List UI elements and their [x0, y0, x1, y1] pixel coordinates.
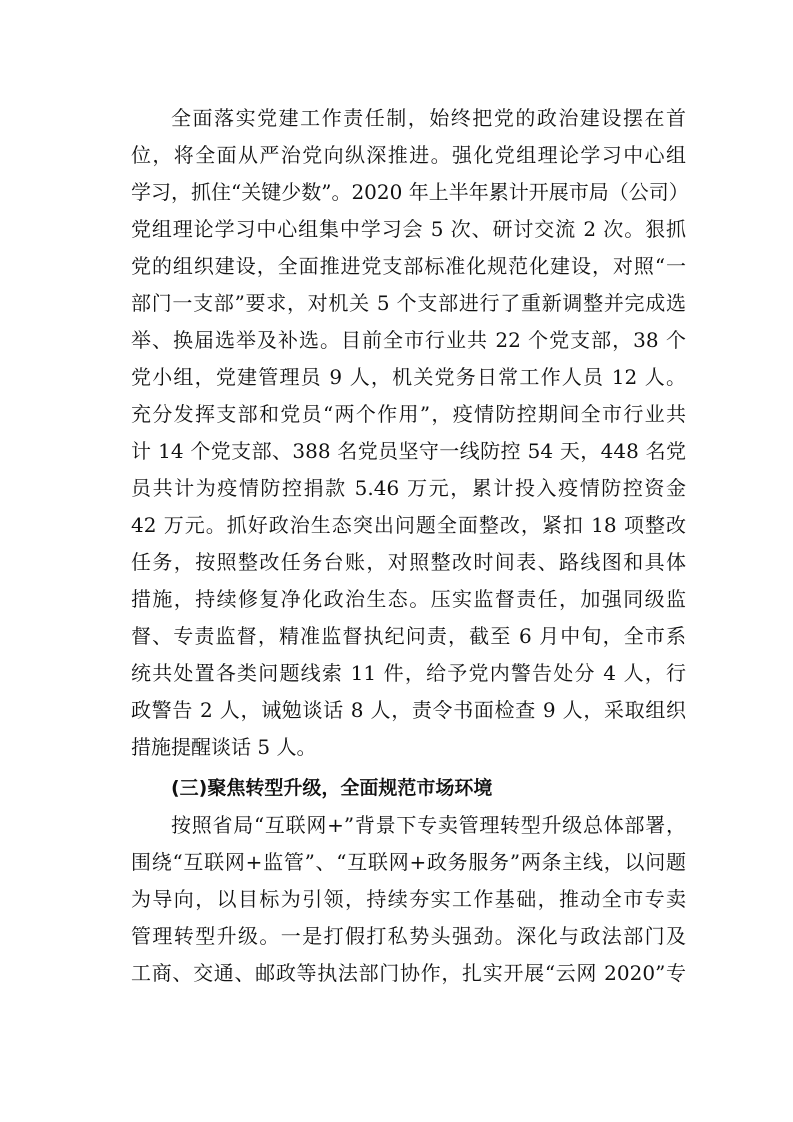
body-paragraph-party-building	[131, 100, 689, 766]
paragraph-line: 位，将全面从严治党向纵深推进。强化党组理论学习中心组	[131, 143, 686, 167]
paragraph-line: 为导向，以目标为引领，持续夯实工作基础，推动全市专卖	[131, 887, 686, 911]
body-paragraph-market-regulation	[131, 807, 686, 992]
paragraph-line: 部门一支部”要求，对机关 5 个支部进行了重新调整并完成选	[131, 291, 686, 315]
paragraph-line: 党组理论学习中心组集中学习会 5 次、研讨交流 2 次。狠抓	[131, 217, 686, 241]
paragraph-line: 任务，按照整改任务台账，对照整改时间表、路线图和具体	[131, 550, 686, 574]
paragraph-line: 按照省局“互联网+”背景下专卖管理转型升级总体部署，	[171, 813, 686, 837]
paragraph-line: 员共计为疫情防控捐款 5.46 万元，累计投入疫情防控资金	[131, 476, 686, 500]
paragraph-line: 全面落实党建工作责任制，始终把党的政治建设摆在首	[171, 106, 686, 130]
paragraph-line: 围绕“互联网+监管”、“互联网+政务服务”两条主线，以问题	[131, 850, 686, 874]
paragraph-line: 充分发挥支部和党员“两个作用”，疫情防控期间全市行业共	[131, 402, 686, 426]
paragraph-line: 计 14 个党支部、388 名党员坚守一线防控 54 天，448 名党	[131, 439, 686, 463]
paragraph-line: 措施，持续修复净化政治生态。压实监督责任，加强同级监	[131, 587, 686, 611]
paragraph-line: 管理转型升级。一是打假打私势头强劲。深化与政法部门及	[131, 924, 686, 948]
paragraph-line: 学习，抓住“关键少数”。2020 年上半年累计开展市局（公司）	[131, 180, 689, 204]
paragraph-line: 党小组，党建管理员 9 人，机关党务日常工作人员 12 人。	[131, 365, 686, 389]
paragraph-line: 工商、交通、邮政等执法部门协作，扎实开展“云网 2020”专	[131, 961, 686, 985]
section-heading: (三)聚焦转型升级，全面规范市场环境	[171, 777, 493, 799]
paragraph-line: 42 万元。抓好政治生态突出问题全面整改，紧扣 18 项整改	[131, 513, 686, 537]
paragraph-line: 统共处置各类问题线索 11 件，给予党内警告处分 4 人，行	[131, 661, 686, 685]
paragraph-line: 党的组织建设，全面推进党支部标准化规范化建设，对照“一	[131, 254, 686, 278]
paragraph-line: 督、专责监督，精准监督执纪问责，截至 6 月中旬，全市系	[131, 624, 686, 648]
paragraph-line: 政警告 2 人，诫勉谈话 8 人，责令书面检查 9 人，采取组织	[131, 698, 686, 722]
paragraph-line: 举、换届选举及补选。目前全市行业共 22 个党支部，38 个	[131, 328, 686, 352]
section-heading-block	[131, 770, 686, 807]
paragraph-line: 措施提醒谈话 5 人。	[131, 735, 317, 759]
